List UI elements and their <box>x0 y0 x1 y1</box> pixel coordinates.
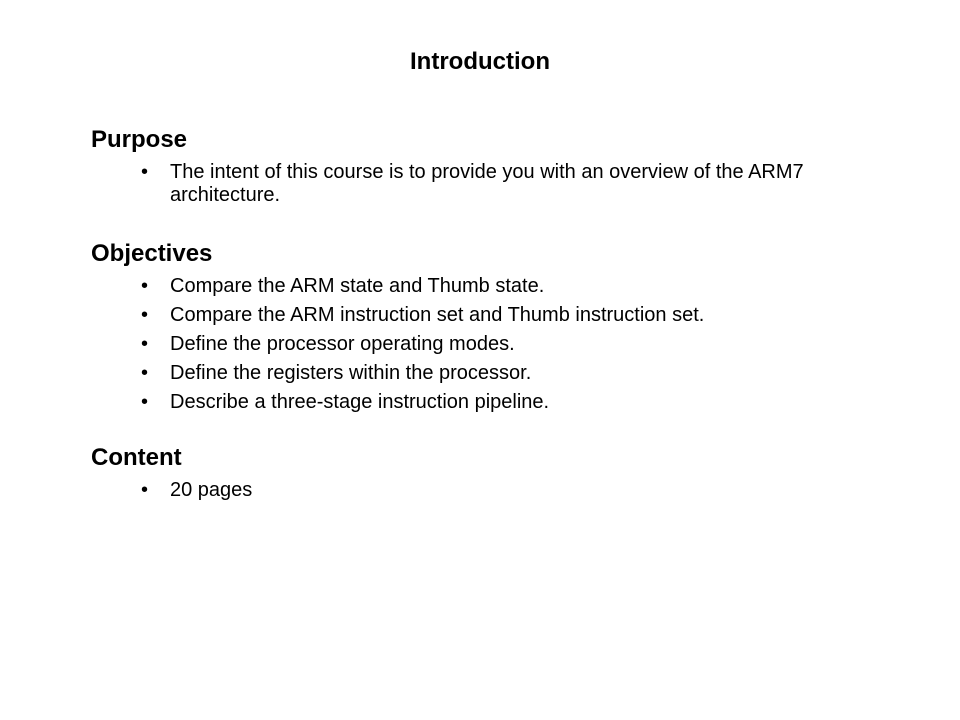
objectives-list <box>91 275 891 414</box>
bullet-icon: • <box>141 362 149 384</box>
section-heading-purpose: Purpose <box>91 126 188 153</box>
list-item <box>91 391 891 414</box>
bullet-icon: • <box>141 304 149 326</box>
list-item-text: Compare the ARM state and Thumb state. <box>170 275 545 297</box>
list-item <box>91 161 870 207</box>
list-item-text: 20 pages <box>170 479 253 501</box>
bullet-icon: • <box>141 333 149 355</box>
list-item-text: Define the processor operating modes. <box>170 333 515 355</box>
section-heading-objectives: Objectives <box>91 240 213 267</box>
list-item-text: Compare the ARM instruction set and Thumb instruction set. <box>170 304 705 326</box>
list-item-text: The intent of this course is to provide you with an overview of the ARM7 architecture. <box>170 161 804 206</box>
list-item-text: Define the registers within the processor. <box>170 362 532 384</box>
list-item-text: Describe a three-stage instruction pipeline. <box>170 391 550 413</box>
slide-title: Introduction <box>410 48 550 75</box>
list-item <box>91 479 891 502</box>
bullet-icon: • <box>141 161 149 183</box>
bullet-icon: • <box>141 275 149 297</box>
list-item <box>91 362 891 385</box>
content-list <box>91 479 891 502</box>
section-purpose <box>91 125 891 207</box>
list-item <box>91 275 891 298</box>
list-item <box>91 304 891 327</box>
bullet-icon: • <box>141 479 149 501</box>
bullet-icon: • <box>141 391 149 413</box>
section-heading-content: Content <box>91 444 182 471</box>
section-content <box>91 443 891 502</box>
list-item <box>91 333 891 356</box>
purpose-list <box>91 161 891 207</box>
section-objectives <box>91 239 891 414</box>
